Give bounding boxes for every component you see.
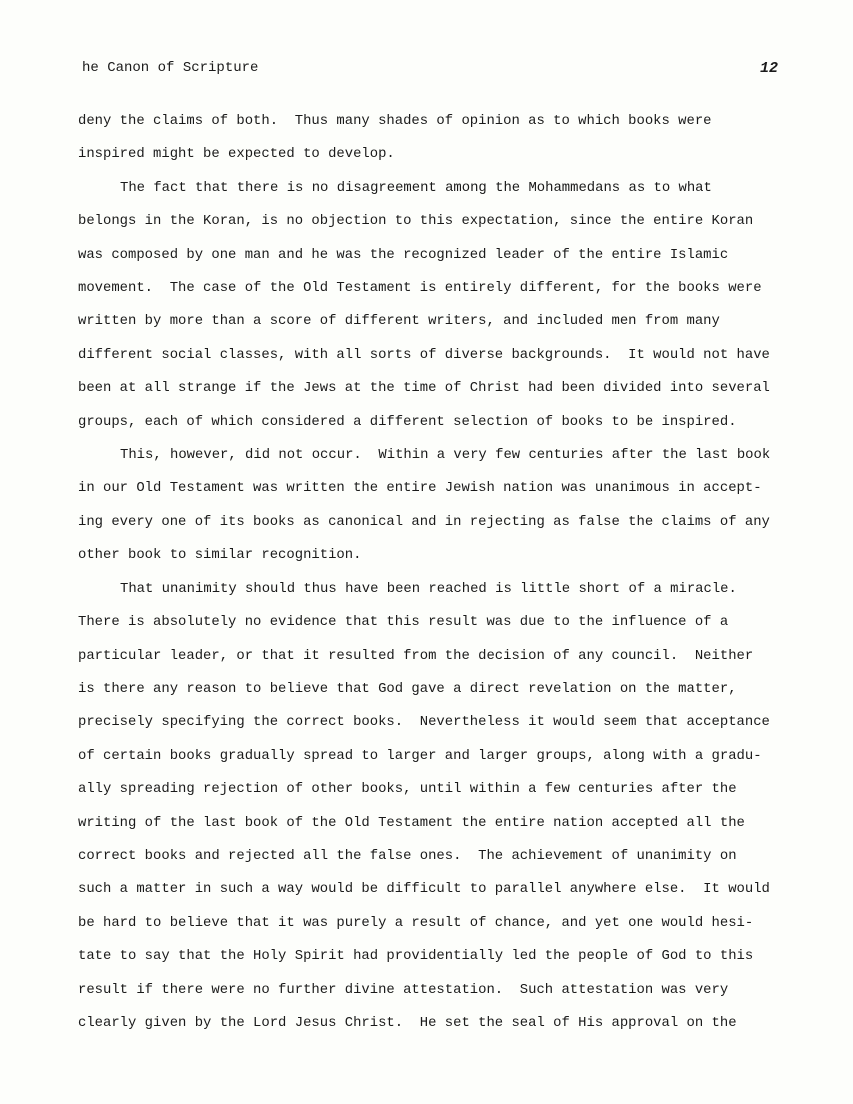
text-line: be hard to believe that it was purely a result of chance, and yet one would hesi- — [78, 914, 754, 931]
text-line: been at all strange if the Jews at the time of Christ had been divided into several — [78, 380, 770, 397]
text-line: belongs in the Koran, is no objection to this expectation, since the entire Koran — [78, 213, 754, 230]
text-line: The fact that there is no disagreement among the Mohammedans as to what — [120, 179, 712, 196]
text-line: was composed by one man and he was the recognized leader of the entire Islamic — [78, 246, 729, 263]
page-number: 12 — [760, 60, 779, 77]
text-line: writing of the last book of the Old Testament the entire nation accepted all the — [78, 814, 745, 831]
text-line: clearly given by the Lord Jesus Christ. He set the seal of His approval on the — [78, 1014, 737, 1031]
text-line: inspired might be expected to develop. — [78, 146, 395, 163]
text-line: ing every one of its books as canonical and in rejecting as false the claims of any — [78, 513, 770, 530]
body-text — [78, 105, 798, 1040]
text-line: other book to similar recognition. — [78, 547, 362, 564]
text-line: particular leader, or that it resulted from the decision of any council. Neither — [78, 647, 754, 664]
text-line: of certain books gradually spread to larger and larger groups, along with a gradu- — [78, 747, 762, 764]
text-line: correct books and rejected all the false ones. The achievement of unanimity on — [78, 847, 737, 864]
text-line: movement. The case of the Old Testament is entirely different, for the books were — [78, 280, 762, 297]
text-line: precisely specifying the correct books. Nevertheless it would seem that acceptance — [78, 714, 770, 731]
text-line: result if there were no further divine attestation. Such attestation was very — [78, 981, 729, 998]
text-line: deny the claims of both. Thus many shades of opinion as to which books were — [78, 113, 712, 129]
text-line: groups, each of which considered a different selection of books to be inspired. — [78, 413, 737, 430]
text-line: such a matter in such a way would be difficult to parallel anywhere else. It would — [78, 881, 770, 898]
text-line: different social classes, with all sorts of diverse backgrounds. It would not have — [78, 346, 770, 363]
text-line: There is absolutely no evidence that this result was due to the influence of a — [78, 614, 729, 631]
text-line: That unanimity should thus have been reached is little short of a miracle. — [120, 580, 737, 597]
text-line: tate to say that the Holy Spirit had providentially led the people of God to this — [78, 948, 754, 965]
text-line: is there any reason to believe that God gave a direct revelation on the matter, — [78, 680, 737, 697]
text-line: ally spreading rejection of other books, until within a few centuries after the — [78, 781, 737, 798]
text-line: written by more than a score of different writers, and included men from many — [78, 313, 720, 330]
text-line: This, however, did not occur. Within a very few centuries after the last book — [120, 447, 771, 464]
running-header-title: he Canon of Scripture — [82, 60, 259, 76]
text-line: in our Old Testament was written the entire Jewish nation was unanimous in accept- — [78, 480, 762, 497]
